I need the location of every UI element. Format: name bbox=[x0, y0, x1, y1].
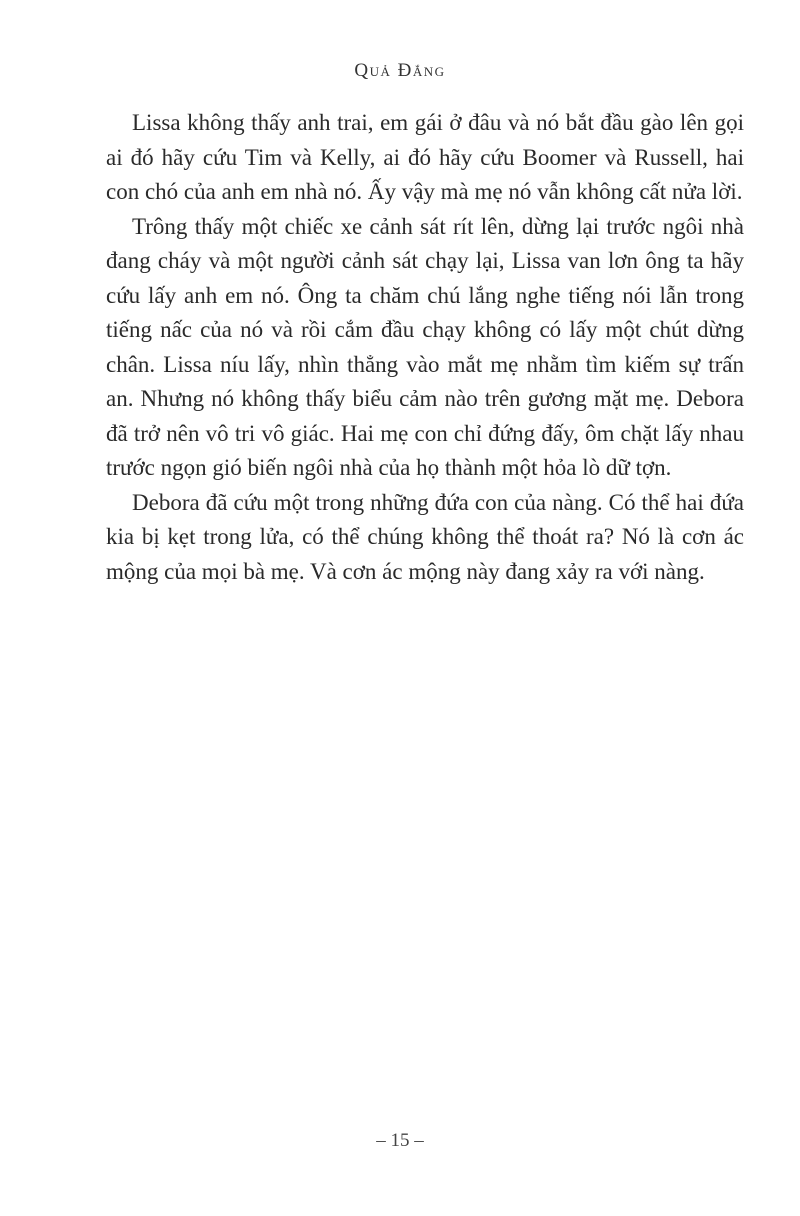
running-title: Quả Đắng bbox=[354, 60, 446, 81]
body-text bbox=[106, 106, 744, 589]
paragraph: Lissa không thấy anh trai, em gái ở đâu và nó bắt đầu gào lên gọi ai đó hãy cứu Tim và Kelly, ai đó hãy cứu Boomer và Russell, hai con chó của anh em nhà nó. Ấy vậy mà mẹ nó vẫn không cất nửa lời. bbox=[106, 110, 744, 204]
paragraph: Trông thấy một chiếc xe cảnh sát rít lên, dừng lại trước ngôi nhà đang cháy và một người cảnh sát chạy lại, Lissa van lơn ông ta hãy cứu lấy anh em nó. Ông ta chăm chú lắng nghe tiếng nói lẫn trong tiếng nấc của nó và rồi cắm đầu chạy không có lấy một chút dừng chân. Lissa níu lấy, nhìn thẳng vào mắt mẹ nhằm tìm kiếm sự trấn an. Nhưng nó không thấy biểu cảm nào trên gương mặt mẹ. Debora đã trở nên vô tri vô giác. Hai mẹ con chỉ đứng đấy, ôm chặt lấy nhau trước ngọn gió biến ngôi nhà của họ thành một hỏa lò dữ tợn. bbox=[106, 213, 744, 480]
page-number: – 15 – bbox=[376, 1130, 424, 1151]
paragraph: Debora đã cứu một trong những đứa con của nàng. Có thể hai đứa kia bị kẹt trong lửa, có thể chúng không thể thoát ra? Nó là cơn ác mộng của mọi bà mẹ. Và cơn ác mộng này đang xảy ra với nàng. bbox=[106, 489, 744, 584]
